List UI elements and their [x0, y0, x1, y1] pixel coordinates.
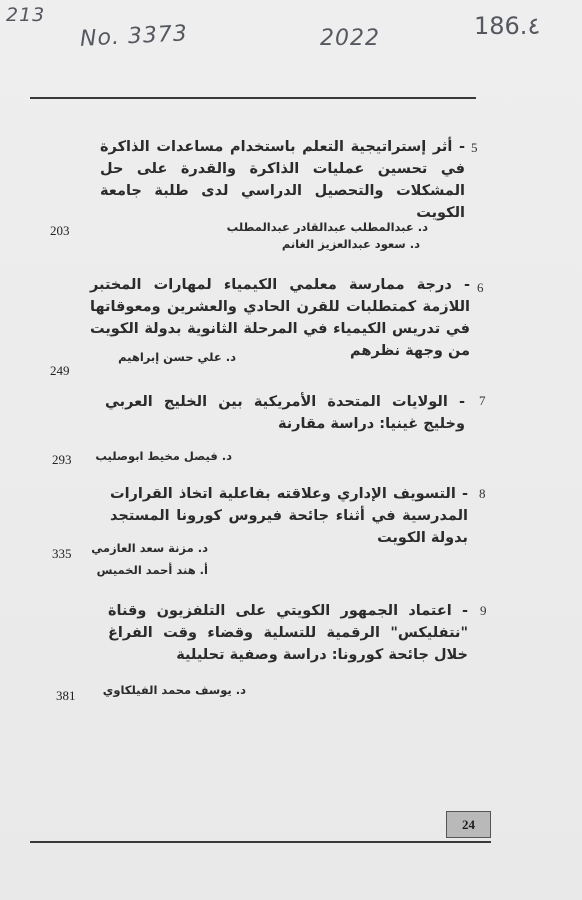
entry-page: 335	[52, 546, 72, 561]
entry-author: د. فيصل مخيط ابوصليب	[95, 449, 232, 463]
entry-author: د. سعود عبدالعزيز الغانم	[281, 237, 420, 251]
entry-author: د. علي حسن إبراهيم	[118, 350, 236, 364]
entry-author: د. مزنة سعد العازمي	[91, 541, 208, 555]
entry-page: 203	[50, 223, 70, 238]
handwritten-top-right: 186.٤	[474, 12, 541, 40]
entry-title: - اعتماد الجمهور الكويتي على التلفزيون وقناة "نتفليكس" الرقمية للتسلية وقضاء وقت الفراغ خلال جائحة كورونا: دراسة وصفية تحليلية	[108, 603, 468, 663]
footer-rule	[30, 841, 491, 843]
handwritten-top-left: 213	[6, 4, 46, 26]
top-rule	[30, 97, 476, 99]
entry-title: - درجة ممارسة معلمي الكيمياء لمهارات المختبر اللازمة كمتطلبات للقرن الحادي والعشرين ومعوقاتها في تدريس الكيمياء في المرحلة الثانوية بدولة الكويت من وجهة نظرهم	[90, 277, 470, 359]
entry-number: 8	[479, 486, 486, 501]
entry-number: 5	[471, 140, 478, 155]
entry-number: 7	[479, 393, 486, 408]
entry-number: 6	[477, 280, 484, 295]
entry-title: - أثر إستراتيجية التعلم باستخدام مساعدات الذاكرة في تحسين عمليات الذاكرة والقدرة على حل المشكلات والتحصيل الدراسي لدى طلبة جامعة الكويت	[100, 139, 465, 221]
entry-title: - التسويف الإداري وعلاقته بفاعلية اتخاذ القرارات المدرسية في أثناء جائحة فيروس كورونا المستجد بدولة الكويت	[110, 486, 468, 546]
entry-page: 293	[52, 452, 72, 467]
handwritten-year: 2022	[320, 26, 380, 51]
footer-page-number: 24	[462, 816, 475, 832]
entry-author: د. يوسف محمد الفيلكاوي	[102, 683, 246, 697]
entry-author: أ. هند أحمد الخميس	[96, 563, 208, 577]
handwritten-number-label: No. 3373	[79, 21, 189, 52]
entry-page: 381	[56, 688, 76, 703]
entry-title: - الولايات المتحدة الأمريكية بين الخليج العربي وخليج غينيا: دراسة مقارنة	[105, 394, 465, 432]
entry-page: 249	[50, 363, 70, 378]
footer-page-box	[446, 811, 491, 838]
entry-number: 9	[480, 603, 487, 618]
entry-author: د. عبدالمطلب عبدالقادر عبدالمطلب	[226, 220, 428, 234]
